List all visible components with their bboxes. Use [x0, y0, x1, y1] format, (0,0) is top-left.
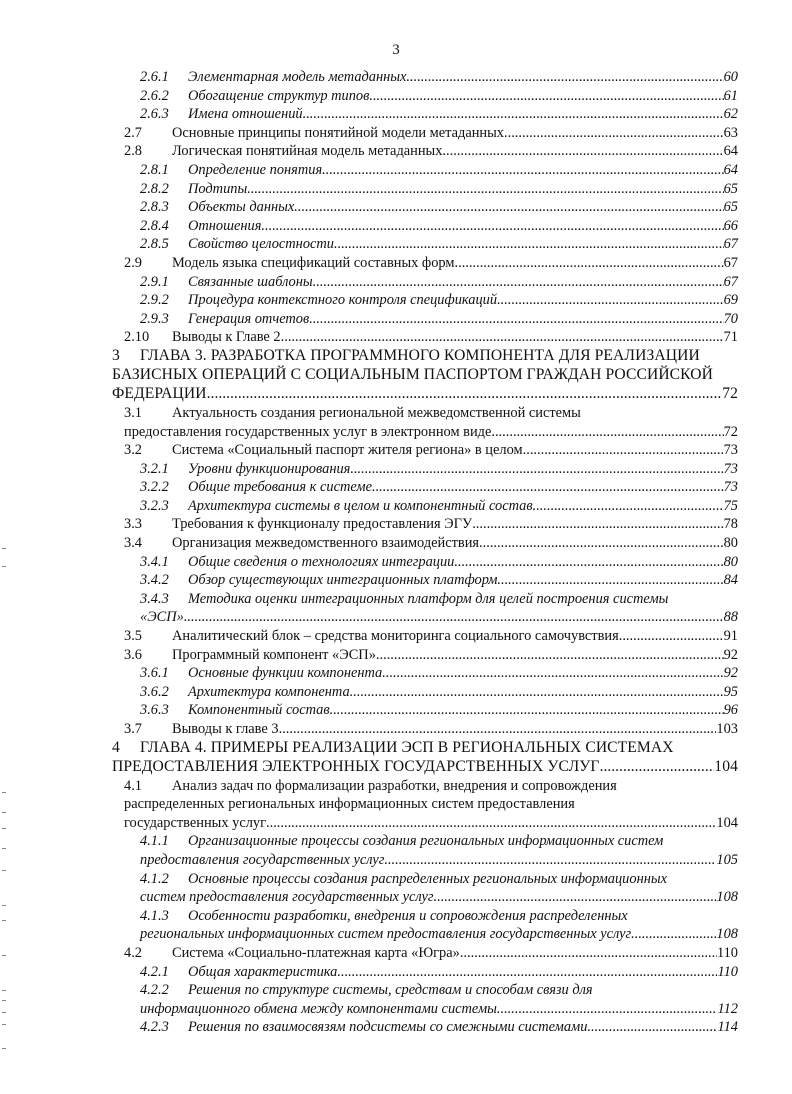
toc-entry-title: Логическая понятийная модель метаданных	[172, 143, 443, 160]
dot-leader	[472, 515, 723, 534]
toc-entry	[0, 142, 792, 161]
toc-page-number: 67	[723, 273, 738, 290]
dot-leader	[442, 142, 723, 161]
dot-leader	[266, 814, 716, 833]
toc-entry-number: 2.9.1	[140, 273, 169, 290]
toc-entry-title: Общие требования к системе	[188, 479, 372, 496]
dot-leader	[504, 124, 724, 143]
dot-leader	[434, 888, 717, 907]
toc-entry-title: Элементарная модель метаданных	[188, 69, 407, 85]
dot-leader	[497, 291, 724, 310]
toc-entry-title: ГЛАВА 4. ПРИМЕРЫ РЕАЛИЗАЦИИ ЭСП В РЕГИОНАЛЬНЫХ СИСТЕМАХ	[140, 738, 674, 756]
toc-page-number: 66	[723, 217, 738, 234]
toc-page-number: 108	[716, 889, 738, 906]
toc-page-number: 65	[723, 180, 738, 197]
toc-entry-title: Архитектура системы в целом и компонентный состав	[188, 497, 533, 514]
toc-entry-title: Архитектура компонента	[188, 683, 350, 700]
toc-entry-number: 2.8.3	[140, 199, 169, 216]
toc-page-number: 67	[723, 236, 738, 253]
toc-entry	[0, 1018, 792, 1037]
toc-page-number: 80	[723, 535, 738, 552]
dot-leader	[334, 235, 724, 254]
toc-entry	[0, 328, 792, 347]
dot-leader	[294, 198, 723, 217]
toc-entry-title: ФЕДЕРАЦИИ	[112, 384, 207, 402]
toc-entry-title: Аналитический блок – средства мониторинга социального самочувствия	[172, 628, 619, 645]
toc-entry	[0, 180, 792, 199]
toc-entry	[0, 963, 792, 982]
dot-leader	[406, 68, 723, 87]
toc-entry-title: распределенных региональных информационных систем предоставления	[124, 796, 575, 813]
toc-entry	[0, 217, 792, 236]
toc-entry-number: 2.8.4	[140, 217, 169, 234]
scan-mark	[2, 1024, 6, 1025]
toc-entry-title: Основные функции компонента	[188, 665, 383, 682]
scan-mark	[2, 848, 6, 849]
dot-leader	[491, 423, 723, 442]
toc-entry-number: 4.1.3	[140, 907, 169, 924]
toc-entry-number: 3.2.1	[140, 460, 169, 477]
toc-entry-title: Общие сведения о технологиях интеграции	[188, 553, 455, 570]
toc-entry	[0, 347, 792, 404]
toc-entry-title: Основные принципы понятийной модели метаданных	[172, 124, 504, 141]
toc-entry-title: ГЛАВА 3. РАЗРАБОТКА ПРОГРАММНОГО КОМПОНЕНТА ДЛЯ РЕАЛИЗАЦИИ	[140, 346, 700, 364]
toc-entry-title: Обогащение структур типов	[188, 87, 370, 104]
toc-entry-number: 3.6.1	[140, 665, 169, 682]
toc-entry-number: 3.6	[124, 646, 142, 663]
toc-entry	[0, 161, 792, 180]
toc-entry-title: государственных услуг	[124, 814, 266, 831]
toc-entry-number: 4	[112, 738, 120, 756]
toc-entry	[0, 944, 792, 963]
toc-entry-title: Модель языка спецификаций составных форм	[172, 254, 455, 271]
toc-entry-title: Процедура контекстного контроля спецификаций	[188, 292, 498, 309]
toc-entry-title: Определение понятия	[188, 161, 323, 178]
toc-entry-title: Объекты данных	[188, 199, 295, 216]
dot-leader	[523, 441, 724, 460]
scan-mark	[2, 792, 6, 793]
page-number: 3	[392, 42, 400, 58]
toc-entry	[0, 907, 792, 944]
toc-page-number: 65	[723, 199, 738, 216]
toc-entry-number: 4.2.2	[140, 982, 169, 999]
toc-entry-number: 2.6.1	[140, 69, 169, 85]
toc-entry-title: информационного обмена между компонентами системы	[140, 1000, 497, 1017]
toc-entry-number: 2.8.1	[140, 161, 169, 178]
toc-entry	[0, 739, 792, 777]
scan-mark	[2, 828, 6, 829]
toc-entry-title: Организация межведомственного взаимодействия	[172, 535, 480, 552]
toc-page-number: 104	[714, 757, 738, 775]
toc-entry-number: 3.2.3	[140, 497, 169, 514]
toc-entry-title: Программный компонент «ЭСП»	[172, 646, 376, 663]
toc-page-number: 67	[723, 254, 738, 271]
toc-entry	[0, 124, 792, 143]
dot-leader	[382, 664, 723, 683]
toc-entry-number: 4.2.3	[140, 1019, 169, 1036]
toc-entry-number: 4.1.1	[140, 833, 169, 850]
toc-entry-title: ПРЕДОСТАВЛЕНИЯ ЭЛЕКТРОННЫХ ГОСУДАРСТВЕННЫХ УСЛУГ	[112, 757, 600, 775]
scan-mark	[2, 870, 6, 871]
toc-entry-number: 3.2.2	[140, 479, 169, 496]
toc-entry	[0, 590, 792, 627]
toc-page-number: 88	[723, 609, 738, 626]
toc-entry	[0, 683, 792, 702]
toc-entry	[0, 777, 792, 833]
toc-page-number: 70	[723, 310, 738, 327]
toc-entry-number: 2.10	[124, 329, 150, 346]
toc-entry-title: Уровни функционирования	[188, 460, 351, 477]
toc-entry-title: Основные процессы создания распределенных региональных информационных	[188, 870, 667, 887]
toc-entry-number: 2.9.2	[140, 292, 169, 309]
toc-entry	[0, 832, 792, 869]
toc-entry-title: Отношения	[188, 217, 262, 234]
scan-mark	[2, 566, 6, 567]
toc-entry-title: Система «Социально-платежная карта «Югра»	[172, 944, 460, 961]
toc-page-number: 73	[723, 479, 738, 496]
toc-entry-title: Обзор существующих интеграционных платформ	[188, 572, 498, 589]
toc-entry-title: Выводы к главе 3	[172, 721, 279, 737]
toc-entry-title: Анализ задач по формализации разработки, внедрения и сопровождения	[172, 777, 617, 794]
dot-leader	[261, 217, 723, 236]
toc-entry-title: Выводы к Главе 2	[172, 329, 281, 346]
toc-page-number: 75	[723, 497, 738, 514]
scan-mark	[2, 812, 6, 813]
toc-entry-title: систем предоставления государственных услуг	[140, 889, 434, 906]
dot-leader	[350, 683, 724, 702]
toc-entry-number: 2.9.3	[140, 310, 169, 327]
toc-page-number: 114	[717, 1019, 738, 1036]
toc-page-number: 71	[723, 329, 738, 346]
toc-entry-title: предоставления государственных услуг	[140, 851, 385, 868]
toc-entry-number: 3	[112, 346, 120, 364]
toc-entry	[0, 981, 792, 1018]
dot-leader	[533, 497, 724, 516]
toc-entry-number: 3.3	[124, 516, 142, 533]
toc-entry-number: 4.1.2	[140, 870, 169, 887]
toc-entry-title: Решения по взаимосвязям подсистемы со смежными системами	[188, 1019, 588, 1036]
toc-page-number: 110	[716, 944, 738, 961]
scan-mark	[2, 905, 6, 906]
dot-leader	[207, 385, 723, 404]
toc-page-number: 78	[723, 516, 738, 533]
toc-entry	[0, 497, 792, 516]
dot-leader	[184, 608, 724, 627]
toc-page-number: 64	[723, 143, 738, 160]
toc-entry-number: 3.4.3	[140, 590, 169, 607]
toc-entry	[0, 553, 792, 572]
toc-entry-number: 3.4.1	[140, 553, 169, 570]
toc-page-number: 72	[723, 423, 738, 440]
toc-entry-number: 4.2	[124, 944, 142, 961]
toc-page-number: 73	[723, 460, 738, 477]
toc-entry	[0, 87, 792, 106]
toc-entry-title: Особенности разработки, внедрения и сопровождения распределенных	[188, 907, 628, 924]
toc-entry	[0, 571, 792, 590]
toc-entry-number: 4.1	[124, 777, 142, 794]
toc-entry	[0, 870, 792, 907]
toc-entry-number: 3.7	[124, 721, 142, 737]
toc-entry-number: 3.2	[124, 442, 142, 459]
toc-entry	[0, 720, 792, 739]
toc-entry-title: Методика оценки интеграционных платформ для целей построения системы	[188, 590, 669, 607]
toc-entry-number: 3.5	[124, 628, 142, 645]
toc-entry-number: 2.8.5	[140, 236, 169, 253]
dot-leader	[369, 87, 723, 106]
table-of-contents	[0, 68, 792, 1037]
toc-page-number: 96	[723, 702, 738, 719]
toc-entry	[0, 198, 792, 217]
dot-leader	[631, 925, 716, 944]
toc-entry-number: 3.4.2	[140, 572, 169, 589]
toc-entry	[0, 310, 792, 329]
dot-leader	[313, 273, 724, 292]
toc-entry-title: Требования к функционалу предоставления ЭГУ	[172, 516, 473, 533]
toc-entry-number: 2.8	[124, 143, 142, 160]
scan-mark	[2, 548, 6, 549]
toc-entry-number: 3.6.3	[140, 702, 169, 719]
toc-entry	[0, 701, 792, 720]
toc-page-number: 105	[716, 851, 738, 868]
dot-leader	[350, 460, 723, 479]
toc-entry-title: Имена отношений	[188, 106, 303, 123]
toc-entry	[0, 68, 792, 87]
dot-leader	[337, 963, 717, 982]
toc-entry	[0, 291, 792, 310]
dot-leader	[455, 254, 724, 273]
toc-entry-number: 2.6.2	[140, 87, 169, 104]
toc-entry-title: «ЭСП»	[140, 609, 184, 626]
toc-entry-title: Свойство целостности	[188, 236, 334, 253]
dot-leader	[303, 105, 724, 124]
toc-entry-title: Общая характеристика	[188, 963, 338, 980]
toc-entry-title: региональных информационных систем предоставления государственных услуг	[140, 926, 632, 943]
dot-leader	[497, 1000, 718, 1019]
dot-leader	[587, 1018, 717, 1037]
toc-page-number: 64	[723, 161, 738, 178]
toc-page-number: 92	[723, 665, 738, 682]
toc-entry-title: Актуальность создания региональной межведомственной системы	[172, 404, 581, 421]
dot-leader	[497, 571, 723, 590]
toc-entry-title: Организационные процессы создания региональных информационных систем	[188, 833, 664, 850]
toc-entry	[0, 441, 792, 460]
toc-entry-number: 2.9	[124, 254, 142, 271]
toc-page-number: 61	[723, 87, 738, 104]
toc-entry-number: 3.4	[124, 535, 142, 552]
toc-page-number: 103	[716, 721, 738, 737]
dot-leader	[322, 161, 723, 180]
toc-page-number: 84	[723, 572, 738, 589]
scan-mark	[2, 955, 6, 956]
dot-leader	[384, 851, 716, 870]
toc-entry	[0, 478, 792, 497]
dot-leader	[479, 534, 724, 553]
dot-leader	[460, 944, 717, 963]
dot-leader	[247, 180, 723, 199]
toc-page-number: 63	[723, 124, 738, 141]
toc-page-number: 108	[716, 926, 738, 943]
toc-page-number: 110	[717, 963, 738, 980]
toc-entry	[0, 273, 792, 292]
dot-leader	[309, 310, 723, 329]
toc-entry-number: 3.6.2	[140, 683, 169, 700]
toc-entry-number: 3.1	[124, 404, 142, 421]
toc-entry-title: Генерация отчетов	[188, 310, 310, 327]
toc-page-number: 73	[723, 442, 738, 459]
dot-leader	[372, 478, 724, 497]
toc-entry	[0, 235, 792, 254]
toc-page-number: 104	[716, 814, 738, 831]
toc-page-number: 62	[723, 106, 738, 123]
toc-entry	[0, 460, 792, 479]
toc-entry	[0, 404, 792, 441]
toc-entry	[0, 664, 792, 683]
toc-page-number: 69	[723, 292, 738, 309]
dot-leader	[619, 627, 724, 646]
dot-leader	[281, 328, 724, 347]
toc-entry-number: 2.6.3	[140, 106, 169, 123]
toc-entry	[0, 627, 792, 646]
dot-leader	[600, 758, 715, 777]
scan-mark	[2, 1012, 6, 1013]
toc-entry-number: 4.2.1	[140, 963, 169, 980]
toc-entry-title: БАЗИСНЫХ ОПЕРАЦИЙ С СОЦИАЛЬНЫМ ПАСПОРТОМ ГРАЖДАН РОССИЙСКОЙ	[112, 365, 714, 383]
toc-entry-title: предоставления государственных услуг в электронном виде	[124, 423, 492, 440]
toc-entry-title: Система «Социальный паспорт жителя региона» в целом	[172, 442, 523, 459]
toc-entry-number: 2.7	[124, 124, 142, 141]
dot-leader	[454, 553, 723, 572]
dot-leader	[279, 720, 717, 739]
toc-entry-title: Подтипы	[188, 180, 248, 197]
toc-entry-title: Решения по структуре системы, средствам и способам связи для	[188, 982, 593, 999]
toc-page-number: 60	[723, 69, 738, 85]
toc-entry	[0, 105, 792, 124]
toc-page-number: 72	[722, 384, 738, 402]
toc-entry-title: Связанные шаблоны	[188, 273, 313, 290]
toc-entry-title: Компонентный состав	[188, 702, 330, 719]
toc-entry-number: 2.8.2	[140, 180, 169, 197]
dot-leader	[376, 646, 724, 665]
scan-mark	[2, 990, 6, 991]
toc-page-number: 80	[723, 553, 738, 570]
toc-page-number: 95	[723, 683, 738, 700]
toc-page-number: 91	[723, 628, 738, 645]
scan-mark	[2, 920, 6, 921]
scan-mark	[2, 1048, 6, 1049]
toc-entry	[0, 515, 792, 534]
toc-page-number: 92	[723, 646, 738, 663]
dot-leader	[330, 701, 724, 720]
toc-page-number: 112	[717, 1000, 738, 1017]
scan-mark	[2, 1000, 6, 1001]
toc-entry	[0, 534, 792, 553]
toc-entry	[0, 254, 792, 273]
toc-entry	[0, 646, 792, 665]
